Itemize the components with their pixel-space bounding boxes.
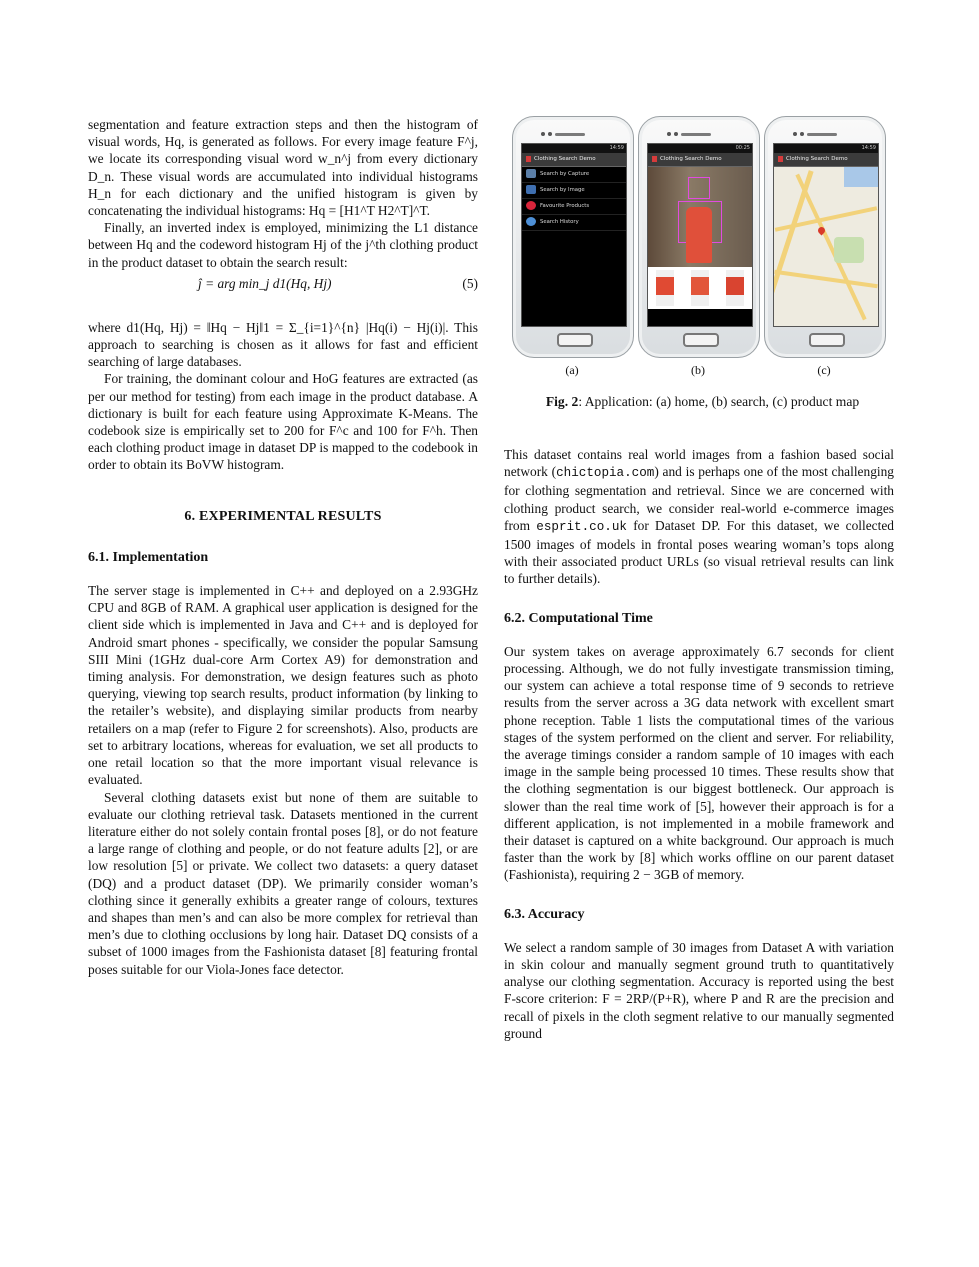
section-title: 6. EXPERIMENTAL RESULTS <box>184 508 382 524</box>
result-thumbnail[interactable] <box>726 270 744 306</box>
dress-shape <box>686 207 712 263</box>
figure-2 <box>510 116 895 416</box>
subsection-title: 6.1. Implementation <box>88 549 209 565</box>
search-results <box>648 267 752 309</box>
equation-number: (5) <box>462 275 478 291</box>
paragraph: Finally, an inverted index is employed, minimizing the L1 distance between Hq and the codeword histogram Hj of the j^th clothing product in the product dataset to obtain the search result: <box>88 220 478 270</box>
heart-icon <box>526 201 536 210</box>
app-title-bar <box>648 153 752 167</box>
clock-icon <box>526 217 536 226</box>
caption-label: Fig. 2 <box>545 394 579 409</box>
app-logo-icon <box>652 156 657 162</box>
figure-caption <box>510 394 895 410</box>
menu-item-favourite-products[interactable] <box>522 199 626 215</box>
home-button[interactable] <box>683 333 719 347</box>
text-run: ) and is perhaps one of the most challenging for clothing segmentation and retrieval. Since we are concerned with clothing product search, we consider real-world e-commerce images from <box>504 464 895 533</box>
status-bar: 14:59 <box>774 144 878 153</box>
paragraph <box>504 446 894 588</box>
menu-item-search-by-image[interactable] <box>522 183 626 199</box>
face-detection-box <box>688 177 710 199</box>
phone-speaker <box>667 125 727 133</box>
app-title-bar <box>774 153 878 167</box>
park-area <box>834 237 864 263</box>
app-logo-icon <box>526 156 531 162</box>
app-title-bar <box>522 153 626 167</box>
home-button[interactable] <box>557 333 593 347</box>
phone-search <box>638 116 760 358</box>
text-run: This dataset contains real world images from a fashion based social network ( <box>504 447 894 480</box>
query-photo <box>648 167 752 267</box>
result-thumbnail[interactable] <box>656 270 674 306</box>
app-title: Clothing Search Demo <box>534 156 596 162</box>
status-bar: 14:59 <box>522 144 626 153</box>
paragraph: where d1(Hq, Hj) = ‖Hq − Hj‖1 = Σ_{i=1}^{n} |Hq(i) − Hj(i)|. This approach to searching is chosen as it allows for fast and efficient searching of large databases. <box>88 319 478 370</box>
paragraph: We select a random sample of 30 images from Dataset A with variation in skin colour and manually segment ground truth to quantitatively analyse our clothing segmentation. Accuracy is reported using the best F-score criterion: F = 2RP/(P+R), where P and R are the precision and recall of pixels in the cloth segment relative to our manually segmented ground <box>504 939 894 1041</box>
left-column <box>88 116 478 978</box>
product-map[interactable] <box>774 167 878 327</box>
paragraph: Several clothing datasets exist but none of them are suitable to evaluate our clothing retrieval task. Datasets mentioned in the current literature either do not solely contain frontal poses [8], or do not feature a large range of clothing and people, or do not feature adults [2], or are low resolution [5] or private. We collect two datasets: a query dataset (DQ) and a product dataset (DP). We primarily consider woman’s clothing since it generally exhibits a greater range of colours, textures and shapes than men’s and can also be more complex for retrieval than men’s due to clothing occlusions by long hair. Dataset DQ consists of a subset of 1000 images from the Fashionista dataset [8] featuring frontal poses suitable for our Viola-Jones face detector. <box>88 789 478 977</box>
equation-expression: ĵ = arg min_j d1(Hq, Hj) <box>198 275 332 291</box>
text-run: for Dataset DP. For this dataset, we collected 1500 images of models in frontal poses wearing woman’s tops along with their associated product URLs (so visual retrieval results can link to further details). <box>504 517 894 587</box>
subsection-title: 6.3. Accuracy <box>504 906 585 922</box>
result-thumbnail[interactable] <box>691 270 709 306</box>
status-bar: 00:25 <box>648 144 752 153</box>
menu-item-search-by-capture[interactable] <box>522 167 626 183</box>
paragraph: segmentation and feature extraction steps and then the histogram of visual words, Hq, is generated as follows. For every image feature F^j, we locate its corresponding visual word w_n^j from every dictionary D_n. These visual words are accumulated into individual histograms H_n for each dictionary and the unified histogram is given by concatenating the individual histograms: Hq = [H1^T H2^T]^T. <box>88 117 478 219</box>
url-esprit: esprit.co.uk <box>536 519 627 534</box>
subfigure-label: (c) <box>817 363 831 377</box>
phone-screen <box>647 143 753 327</box>
subsection-title: 6.2. Computational Time <box>504 610 653 626</box>
right-column <box>504 446 894 1042</box>
menu-item-label: Search by Capture <box>540 171 590 177</box>
caption-text: : Application: (a) home, (b) search, (c) product map <box>578 394 860 409</box>
menu-item-label: Favourite Products <box>540 203 590 209</box>
paragraph: The server stage is implemented in C++ and deployed on a 2.93GHz CPU and 8GB of RAM. A graphical user application is designed for the client side which is implemented in Java and C++ and is deployed for Android smart phones - specifically, we consider the popular Samsung SIII Mini (1GHz dual-core Arm Cortex A9) for demonstration and timing analysis. For demonstration, we design features such as photo querying, viewing top search results, product information (by linking to the retailer’s website), and displaying similar products from nearby retailers on a map (refer to Figure 2 for screenshots). Also, products are set to arbitrary locations, whereas for evaluation, we set all products to one retail location so that the more important visual relevance is evaluated. <box>88 583 478 788</box>
equation-5 <box>88 275 478 309</box>
paragraph: Our system takes on average approximately 6.7 seconds for client processing. Although, we do not fully investigate transmission timing, our system can achieve a total response time of 9 seconds to retrieve results from the server across a 3G data network with excellent smart phone reception. Table 1 lists the computational times of the various stages of the system performed on the client and server. For reliability, the average timings consider a random sample of 10 images with each image in the sample being processed 10 times. These results show that the clothing segmentation is our biggest bottleneck. Our approach is slower than the real time work of [5], however their approach is for a different application, is not implemented in a mobile framework and their dataset is captured on a white background. Our approach is much faster than the work by [8] which works offline on our parent dataset (Fashionista), requiring 2 − 3GB of memory. <box>504 643 894 883</box>
home-button[interactable] <box>809 333 845 347</box>
phone-speaker <box>541 125 601 133</box>
image-icon <box>526 185 536 194</box>
phone-map <box>764 116 886 358</box>
paragraph: For training, the dominant colour and HoG features are extracted (as per our method for testing) from each image in the product database. A dictionary is built for each feature using Approximate K-Means. The codebook size is empirically set to 200 for F^c and 100 for F^h. Then each clothing product image in dataset DP is mapped to the codebook in order to obtain its BoVW histogram. <box>88 371 478 473</box>
url-chictopia: chictopia.com <box>556 466 655 481</box>
phone-home <box>512 116 634 358</box>
subfigure-label: (a) <box>565 363 579 377</box>
phone-screen <box>773 143 879 327</box>
app-title: Clothing Search Demo <box>786 156 848 162</box>
menu-item-label: Search History <box>540 219 579 225</box>
menu-item-search-history[interactable] <box>522 215 626 231</box>
water-area <box>844 167 878 187</box>
subfigure-label: (b) <box>691 363 705 377</box>
camera-icon <box>526 169 536 178</box>
phone-screen <box>521 143 627 327</box>
menu-item-label: Search by Image <box>540 187 585 193</box>
app-title: Clothing Search Demo <box>660 156 722 162</box>
app-logo-icon <box>778 156 783 162</box>
phone-speaker <box>793 125 853 133</box>
